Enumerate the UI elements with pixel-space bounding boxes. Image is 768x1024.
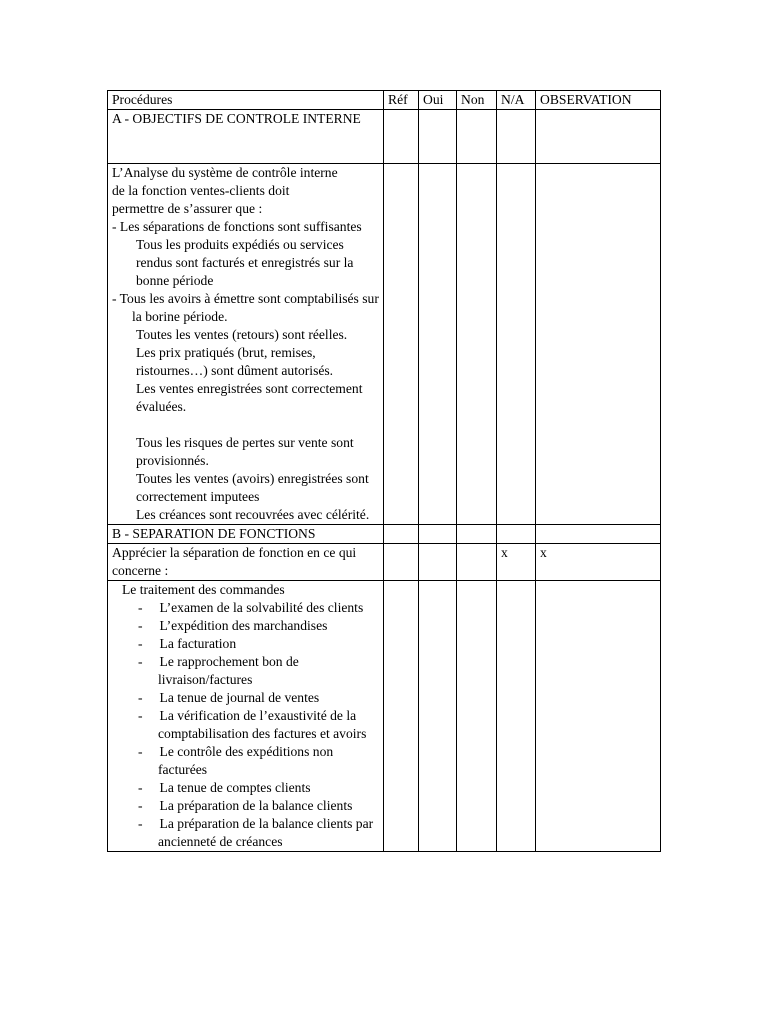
cell-non [457,525,497,544]
cell-non [457,544,497,581]
cell-oui [419,164,457,525]
objective-item: Toutes les ventes (retours) sont réelles. [136,327,348,342]
section-a-title-row [108,110,661,164]
observation-mark: x [536,544,661,581]
cell-oui [419,110,457,164]
cell-ref [384,110,419,164]
function-item: - Le rapprochement bon de livraison/factures [138,654,299,687]
objective-item: Les ventes enregistrées sont correctement évaluées. [136,381,363,414]
function-item: - La préparation de la balance clients par ancienneté de créances [138,816,374,849]
function-item: - La facturation [138,636,237,651]
cell-na [497,164,536,525]
cell-na [497,581,536,852]
objective-item: Toutes les ventes (avoirs) enregistrées sont correctement imputees [136,471,369,504]
cell-non [457,581,497,852]
header-oui: Oui [419,91,457,110]
cell-oui [419,544,457,581]
cell-observation [536,581,661,852]
audit-checklist-table [107,90,661,852]
header-observation: OBSERVATION [536,91,661,110]
cell-ref [384,581,419,852]
objective-item: Tous les produits expédiés ou services rendus sont facturés et enregistrés sur la bonne période [136,237,354,288]
function-item: - La préparation de la balance clients [138,798,353,813]
section-b-body [108,581,384,852]
function-item: - La vérification de l’exaustivité de la comptabilisation des factures et avoirs [138,708,367,741]
section-b-title-row [108,525,661,544]
section-b-question-row [108,544,661,581]
cell-na [497,525,536,544]
function-item: - La tenue de journal de ventes [138,690,320,705]
section-a-intro-line: permettre de s’assurer que : [112,201,263,216]
na-mark: x [497,544,536,581]
objective-item: - Tous les avoirs à émettre sont comptabilisés sur la borine période. [112,291,379,324]
section-b-title: B - SEPARATION DE FONCTIONS [108,525,384,544]
function-item: - L’expédition des marchandises [138,618,328,633]
objective-item: Tous les risques de pertes sur vente sont provisionnés. [136,435,354,468]
cell-non [457,110,497,164]
cell-oui [419,581,457,852]
cell-oui [419,525,457,544]
cell-non [457,164,497,525]
objective-item: Les prix pratiqués (brut, remises, ristournes…) sont dûment autorisés. [136,345,334,378]
function-item: - La tenue de comptes clients [138,780,311,795]
section-b-body-row [108,581,661,852]
section-a-body [108,164,384,525]
section-b-question: Apprécier la séparation de fonction en ce qui concerne : [108,544,384,581]
section-a-intro-line: de la fonction ventes-clients doit [112,183,290,198]
header-non: Non [457,91,497,110]
header-na: N/A [497,91,536,110]
cell-observation [536,110,661,164]
function-item: - Le contrôle des expéditions non facturées [138,744,334,777]
cell-ref [384,525,419,544]
section-a-title: A - OBJECTIFS DE CONTROLE INTERNE [108,110,384,164]
section-a-body-row [108,164,661,525]
header-row [108,91,661,110]
cell-ref [384,164,419,525]
header-procedures: Procédures [108,91,384,110]
blank-line [112,416,379,434]
section-a-intro-line: L’Analyse du système de contrôle interne [112,165,338,180]
cell-observation [536,525,661,544]
objective-item: - Les séparations de fonctions sont suffisantes [112,219,362,234]
cell-na [497,110,536,164]
cell-observation [536,164,661,525]
section-b-group-label: Le traitement des commandes [122,582,285,597]
function-item: - L’examen de la solvabilité des clients [138,600,364,615]
header-ref: Réf [384,91,419,110]
cell-ref [384,544,419,581]
objective-item: Les créances sont recouvrées avec célérité. [136,507,370,522]
